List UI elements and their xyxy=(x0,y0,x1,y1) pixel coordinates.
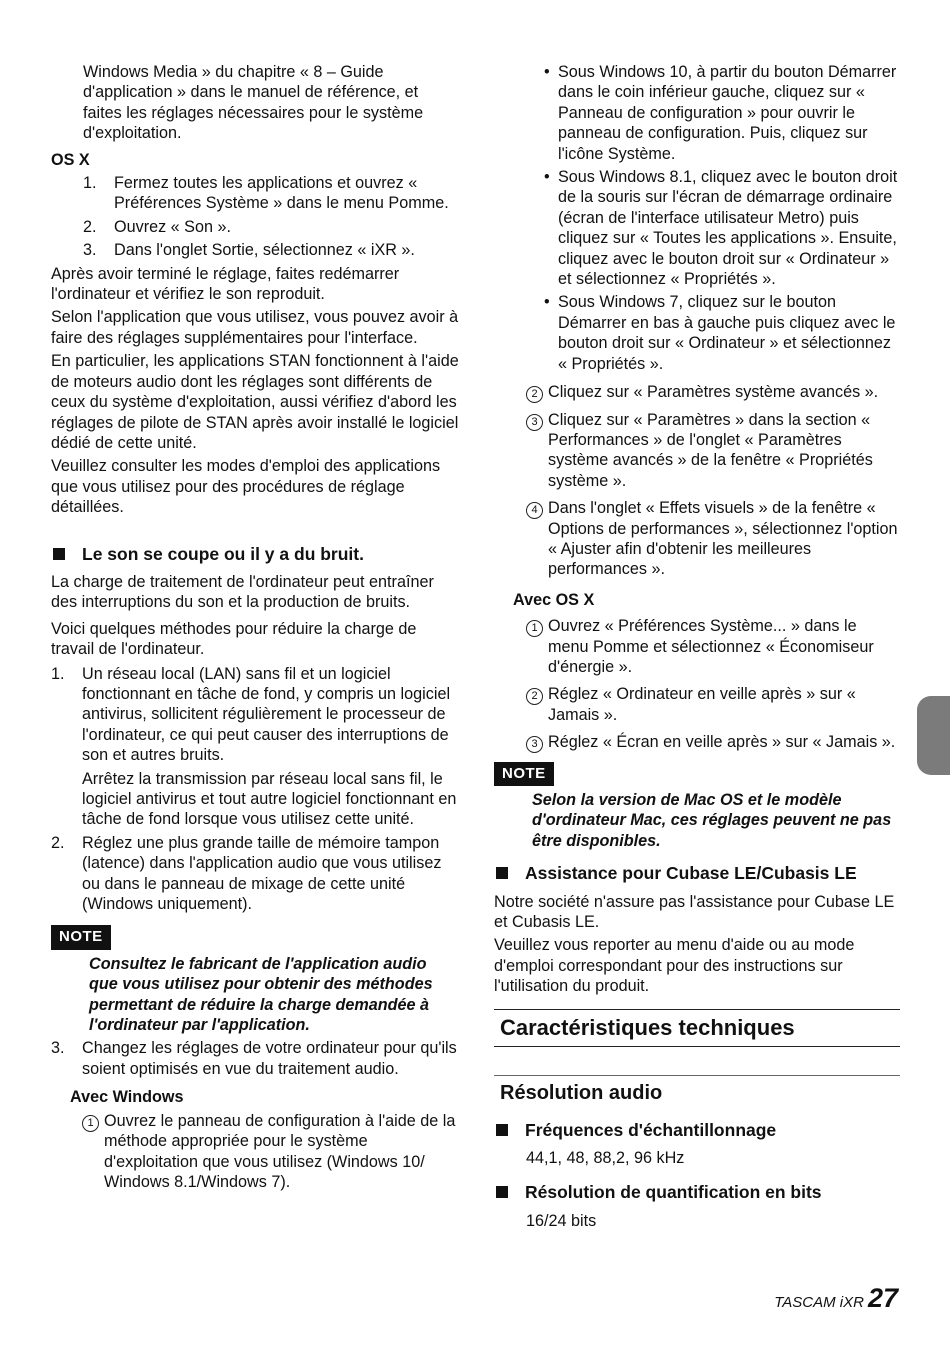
note-badge: NOTE xyxy=(494,762,554,786)
list-item: • Sous Windows 8.1, cliquez avec le bouton droit de la souris sur l'écran de démarrage ordinaire (écran de l'interface utilisateur Metro) puis cliquez sur « Toutes les applications ». Ensuite, cliquez avec le bouton droit sur « Ordinateur » et sélectionnez « Propriétés ». xyxy=(544,168,898,289)
bits-value: 16/24 bits xyxy=(526,1211,597,1230)
list-item: 2 Cliquez sur « Paramètres système avancés ». xyxy=(526,382,900,402)
list-item: 4 Dans l'onglet « Effets visuels » de la fenêtre « Options de performances », sélectionnez l'option « Ajuster afin d'obtenir les meilleures performances ». xyxy=(526,498,900,580)
heading-cubase: Assistance pour Cubase LE/Cubasis LE xyxy=(494,863,900,883)
list-item: 2 Réglez « Ordinateur en veille après » sur « Jamais ». xyxy=(526,684,900,725)
osx-steps xyxy=(494,616,900,752)
list-item: • Sous Windows 10, à partir du bouton Démarrer dans le coin inférieur gauche, cliquez sur « Panneau de configuration » pour ouvrir le panneau de configuration. Puis, cliquez sur l'icône Système. xyxy=(544,63,897,163)
list-item: 3. Changez les réglages de votre ordinateur pour qu'ils soient optimisés en vue du traitement audio. xyxy=(51,1039,457,1078)
paragraph: Selon l'application que vous utilisez, vous pouvez avoir à faire des réglages supplémentaires pour l'interface. xyxy=(51,308,459,347)
circled-number-icon: 4 xyxy=(526,502,543,519)
osx-label: OS X xyxy=(51,150,90,169)
list-item: 3. Dans l'onglet Sortie, sélectionnez « iXR ». xyxy=(83,241,415,260)
paragraph: Notre société n'assure pas l'assistance pour Cubase LE et Cubasis LE. xyxy=(494,892,895,932)
list-item: 1 Ouvrez « Préférences Système... » dans le menu Pomme et sélectionnez « Économiseur d'énergie ». xyxy=(526,616,900,677)
footer-brand: TASCAM iXR xyxy=(774,1294,864,1311)
bullet-icon: • xyxy=(544,63,550,81)
noise-methods-list-cont xyxy=(51,1038,459,1079)
circled-number-icon: 3 xyxy=(526,736,543,753)
intro-continuation: Windows Media » du chapitre « 8 – Guide d'application » dans le manuel de référence, et faites les réglages nécessaires pour le système d'exploitation. xyxy=(83,63,424,143)
windows-bullets xyxy=(494,62,900,374)
square-bullet-icon xyxy=(496,1124,508,1136)
paragraph: Veuillez consulter les modes d'emploi des applications que vous utilisez pour des procédures de réglage détaillées. xyxy=(51,457,441,517)
list-item: 1. Un réseau local (LAN) sans fil et un logiciel fonctionnant en tâche de fond, y compris un logiciel antivirus, sollicitent régulièrement le processeur de l'ordinateur, ce qui peut causer des interruptions de son et autres bruits. Arrêtez la transmission par réseau local sans fil, le logiciel antivirus et tout autre logiciel fonctionnant en tâche de fond lorsque vous utilisez cette unité. xyxy=(51,664,457,829)
avec-osx-label: Avec OS X xyxy=(513,590,595,609)
heading-bits: Résolution de quantification en bits xyxy=(494,1182,900,1202)
note-text: Consultez le fabricant de l'application audio que vous utilisez pour obtenir des méthodes permettant de réduire la charge demandée à l'ordinateur par l'application. xyxy=(89,954,433,1035)
square-bullet-icon xyxy=(53,548,65,560)
right-column xyxy=(494,62,900,1239)
list-item: 1. Fermez toutes les applications et ouvrez « Préférences Système » dans le menu Pomme. xyxy=(83,174,449,213)
heading-noise: Le son se coupe ou il y a du bruit. xyxy=(51,544,459,564)
list-item: 2. Ouvrez « Son ». xyxy=(83,217,231,236)
paragraph: Veuillez vous reporter au menu d'aide ou au mode d'emploi correspondant pour des instructions sur l'utilisation du produit. xyxy=(494,936,855,996)
page-footer xyxy=(774,1283,898,1313)
list-item: 1 Ouvrez le panneau de configuration à l'aide de la méthode appropriée pour le système d'exploitation que vous utilisez (Windows 10/ Windows 8.1/Windows 7). xyxy=(82,1111,459,1193)
circled-number-icon: 3 xyxy=(526,414,543,431)
paragraph: Après avoir terminé le réglage, faites redémarrer l'ordinateur et vérifiez le son reproduit. xyxy=(51,264,400,304)
chapter-tab xyxy=(917,696,950,775)
subsection-title: Résolution audio xyxy=(494,1075,900,1106)
windows-steps xyxy=(494,382,900,580)
list-item: • Sous Windows 7, cliquez sur le bouton Démarrer en bas à gauche puis cliquez avec le bouton droit sur « Ordinateur » et sélectionnez « Propriétés ». xyxy=(544,293,896,373)
frequency-value: 44,1, 48, 88,2, 96 kHz xyxy=(526,1149,685,1168)
note-text: Selon la version de Mac OS et le modèle d'ordinateur Mac, ces réglages peuvent ne pas être disponibles. xyxy=(532,791,892,850)
left-column xyxy=(51,62,459,1199)
paragraph: La charge de traitement de l'ordinateur peut entraîner des interruptions du son et la production de bruits. xyxy=(51,572,434,612)
square-bullet-icon xyxy=(496,1186,508,1198)
circled-number-icon: 1 xyxy=(526,620,543,637)
avec-windows-label: Avec Windows xyxy=(70,1088,184,1107)
list-item: 3 Cliquez sur « Paramètres » dans la section « Performances » de l'onglet « Paramètres système avancés » de la fenêtre « Propriétés système ». xyxy=(526,410,900,492)
note-badge: NOTE xyxy=(51,925,111,949)
circled-number-icon: 2 xyxy=(526,386,543,403)
paragraph: Voici quelques méthodes pour réduire la charge de travail de l'ordinateur. xyxy=(51,619,417,659)
section-title: Caractéristiques techniques xyxy=(494,1009,900,1047)
circled-number-icon: 2 xyxy=(526,688,543,705)
page-number: 27 xyxy=(867,1283,898,1313)
bullet-icon: • xyxy=(544,293,550,312)
osx-steps-list xyxy=(51,173,459,261)
bullet-icon: • xyxy=(544,168,550,187)
paragraph: En particulier, les applications STAN fonctionnent à l'aide de moteurs audio dont les réglages sont différents de ceux du système d'exploitation, aussi vérifiez d'abord les réglages de pilote de STAN après avoir installé le logiciel dédié de cette unité. xyxy=(51,352,459,452)
heading-frequencies: Fréquences d'échantillonnage xyxy=(494,1120,900,1140)
list-item: 2. Réglez une plus grande taille de mémoire tampon (latence) dans l'application audio que vous utilisez ou dans le panneau de mixage de cette unité (Windows uniquement). xyxy=(51,833,442,914)
square-bullet-icon xyxy=(496,867,508,879)
circled-number-icon: 1 xyxy=(82,1115,99,1132)
list-item: 3 Réglez « Écran en veille après » sur « Jamais ». xyxy=(526,732,900,752)
noise-methods-list xyxy=(51,664,459,915)
